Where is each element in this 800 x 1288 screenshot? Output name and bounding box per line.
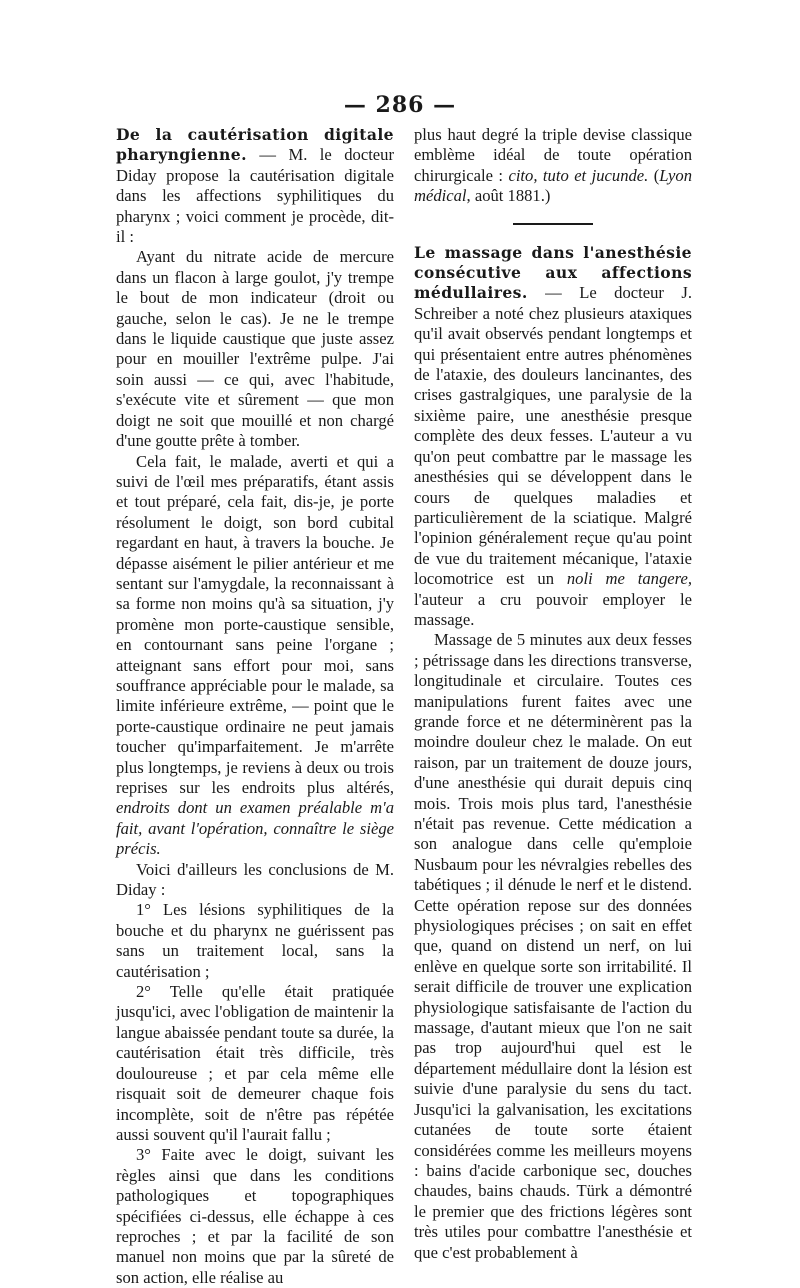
article-intro-text: — Le docteur J. Schreiber a noté chez plusieurs ataxiques qu'il avait observés pendant longtemps et qui présentaient entre autres phénomènes de l'ataxie, des douleurs lancinantes, des crises gastralgiques, une paralysie de la sixième paire, une anesthésie presque complète des deux fesses. L'auteur a vu qu'on peut combattre par le massage les anesthésies qui se développent dans le cours de quelques maladies et particulièrement de la sciatique. Malgré l'opinion généralement reçue qu'au point de vue du traitement mécanique, l'ataxie locomotrice est un — [414, 283, 692, 589]
paragraph: Massage de 5 minutes aux deux fesses ; pétrissage dans les directions transverse, longitudinale et circulaire. Toutes ces manipulations furent faites avec une grande force et ne déterminèrent pas la moindre douleur chez le malade. On eut raison, par un traitement de douze jours, d'une anesthésie qui durait depuis cinq mois. Trois mois plus tard, l'anesthésie n'était pas revenue. Cette médication a son analogue dans celle qu'emploie Nusbaum pour les névralgies rebelles des tabétiques ; il dénude le nerf et le distend. Cette opération repose sur des données physiologiques précises ; on sait en effet que, quand on distend un nerf, on lui enlève en quelque sorte son irritabilité. Il serait difficile de trouver une explication physiologique satisfaisante de l'action du massage, d'autant mieux que l'on ne sait pas trop aujourd'hui quel est le département médullaire dont la lésion est suivie d'une paralysie du sens du tact. Jusqu'ici la galvanisation, les excitations cutanées de toute sorte étaient considérées comme les meilleurs moyens : bains d'acide carbonique sec, douches chaudes, bains chauds. Türk a démontré le premier que des frictions légères sont très utiles pour combattre l'anesthésie et que c'est probablement à — [414, 630, 692, 1262]
article-massage-intro — [414, 243, 692, 631]
continuation-text: plus haut degré la triple devise classique emblème idéal de toute opération chirurgicale : — [414, 125, 692, 185]
article-heading-cauterisation: De la cautérisation digitale pharyngienne. — [116, 125, 394, 165]
conclusion-2: 2° Telle qu'elle était pratiquée jusqu'ici, avec l'obligation de maintenir la langue abaissée pendant toute sa durée, la cautérisation était très difficile, très douloureuse ; et par cela même elle risquait soit de demeurer chaque fois incomplète, soit de n'être pas répétée aussi souvent qu'il l'aurait fallu ; — [116, 982, 394, 1144]
paragraph — [116, 452, 394, 860]
conclusion-1: 1° Les lésions syphilitiques de la bouche et du pharynx ne guérissent pas sans un traitement local, sans la cautérisation ; — [116, 900, 394, 981]
source-date: , août 1881.) — [466, 186, 551, 206]
conclusion-3: 3° Faite avec le doigt, suivant les règles ainsi que dans les conditions pathologiques et topographiques spécifiées ci-dessus, elle échappe à ces reproches ; et par la facilité de son manuel non moins que par la sûreté de son action, elle réalise au — [116, 1145, 394, 1287]
continuation-paragraph — [414, 125, 692, 207]
section-divider — [513, 223, 593, 225]
right-column — [414, 125, 692, 1263]
article-heading-massage: Le massage dans l'anesthésie consécutive aux affections médullaires. — [414, 242, 692, 303]
source-journal: Lyon médical — [414, 165, 692, 206]
latin-motto: cito, tuto et jucunde. — [503, 165, 649, 185]
page-number: — 286 — — [343, 92, 457, 118]
italic-phrase: endroits dont un examen préalable m'a fait, avant l'opération, connaître le siège précis. — [116, 798, 394, 859]
article-diday-intro — [116, 125, 394, 247]
paragraph: Ayant du nitrate acide de mercure dans un flacon à large goulot, j'y trempe le bout de mon indicateur (droit ou gauche, selon le cas). Je ne le trempe dans le liquide caustique que juste assez pour en mouiller l'extrême pulpe. J'ai soin aussi — ce qui, avec l'habitude, s'exécute vite et sûrement — que mon doigt ne soit que mouillé et non chargé d'une goutte prête à tomber. — [116, 247, 394, 451]
article-intro-end: l'auteur a cru pouvoir employer le massage. — [414, 589, 692, 629]
article-intro-text: — M. le docteur Diday propose la cautérisation digitale dans les affections syphilitiques du pharynx ; voici comment je procède, dit-il : — [116, 145, 394, 247]
latin-phrase: noli me tangere, — [554, 569, 692, 589]
paragraph: Voici d'ailleurs les conclusions de M. Diday : — [116, 859, 394, 900]
source-open: ( — [648, 165, 660, 185]
paragraph-text: Cela fait, le malade, averti et qui a suivi de l'œil mes préparatifs, étant assis et tout préparé, cela fait, dis-je, je porte résolument le doigt, son bord cubital regardant en haut, à travers la bouche. Je dépasse aisément le pilier antérieur et me sentant sur l'amygdale, la reconnaissant à sa forme non moins qu'à sa situation, j'y promène mon porte-caustique sensible, en contournant sans peine l'organe ; atteignant sans effort pour moi, sans souffrance appréciable pour le malade, sa limite inférieure extrême, — point que le porte-caustique ordinaire ne peut jamais toucher qu'imparfaitement. Je m'arrête plus longtemps, je reviens à deux ou trois reprises sur les endroits plus altérés, — [116, 451, 394, 797]
left-column — [116, 125, 394, 1288]
